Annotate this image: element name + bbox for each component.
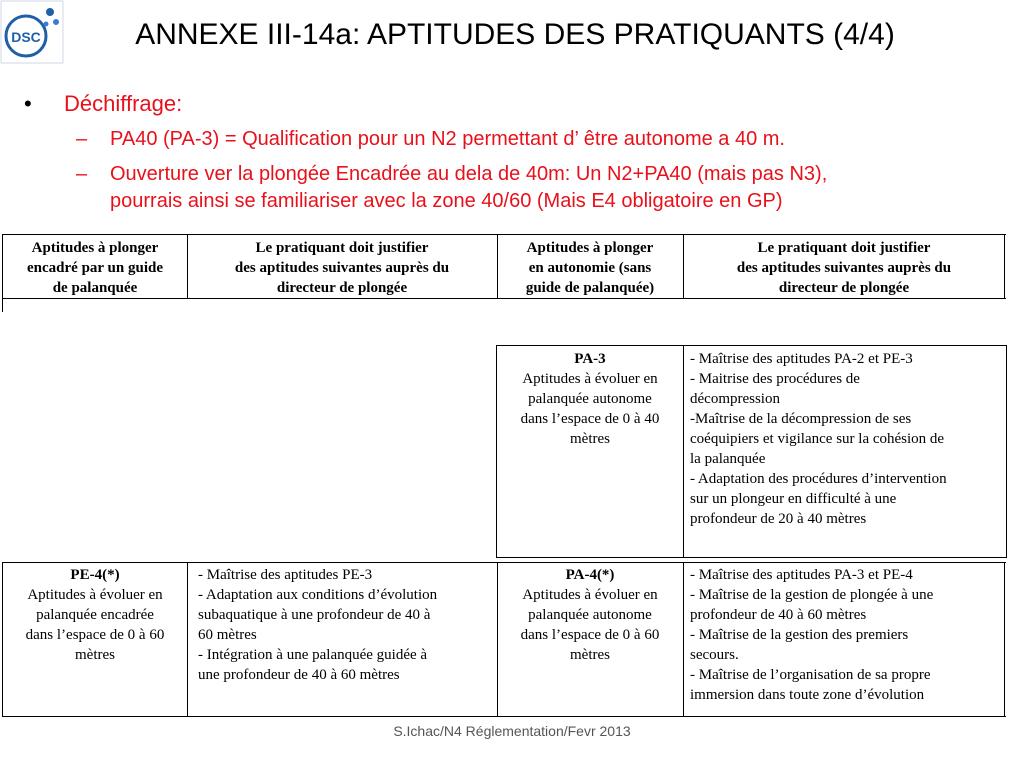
header-cell-justifier-1: Le pratiquant doit justifier des aptitudes suivantes auprès du directeur de plongée [234,240,450,296]
dash-icon: – [76,163,88,185]
dash-icon: – [76,128,88,150]
logo-text: DSC [11,29,41,45]
pa4-skills-cell: - Maîtrise des aptitudes PA-3 et PE-4 - Maîtrise de la gestion de plongée à une profondeur de 40 à 60 mètres - Maîtrise de la gestion des premiers secours. - Maîtrise de l’organisation de sa propre immersion dans toute zone d’évolution [690,567,934,703]
pa3-desc-cell: PA-3 Aptitudes à évoluer en palanquée autonome dans l’espace de 0 à 40 mètres [498,349,682,449]
pa4-name: PA-4(*) [565,567,615,583]
footer-text: S.Ichac/N4 Réglementation/Fevr 2013 [393,723,631,739]
slide-title: ANNEXE III-14a: APTITUDES DES PRATIQUANTS (4/4) [135,18,895,51]
bullet-dot-icon: • [24,91,32,116]
pa3-name: PA-3 [574,351,606,367]
pa3-skills-cell: - Maîtrise des aptitudes PA-2 et PE-3 - Maitrise des procédures de décompression -Maîtrise de la décompression de ses coéquipiers et vigilance sur la cohésion de la palanquée - Adaptation des procédures d’intervention sur un plongeur en difficulté à une profondeur de 20 à 40 mètres [690,351,947,527]
pe4-skills-cell: - Maîtrise des aptitudes PE-3 - Adaptation aux conditions d’évolution subaquatique à une profondeur de 40 à 60 mètres - Intégration à une palanquée guidée à une profondeur de 40 à 60 mètres [198,567,438,683]
bullet-sub-2 [24,161,984,215]
bottom-table [0,560,1008,720]
header-cell-justifier-2: Le pratiquant doit justifier des aptitudes suivantes auprès du directeur de plongée [736,240,952,296]
logo [0,0,64,64]
header-cell-autonomie: Aptitudes à plonger en autonomie (sans guide de palanquée) [525,240,655,296]
bullet-main-text: Déchiffrage: [64,91,183,116]
pe4-desc-cell: PE-4(*) Aptitudes à évoluer en palanquée encadrée dans l’espace de 0 à 60 mètres [4,565,186,665]
bullet-sub-2-line2: pourrais ainsi se familiariser avec la zone 40/60 (Mais E4 obligatoire en GP) [110,190,783,212]
pa3-table [496,345,1008,559]
header-table [0,232,1008,300]
bullet-list [24,90,984,215]
header-cell-encadre: Aptitudes à plonger encadré par un guide de palanquée [27,240,163,296]
bullet-sub-1-text: PA40 (PA-3) = Qualification pour un N2 permettant d’ être autonome a 40 m. [110,128,785,150]
bullet-sub-1 [24,126,984,153]
bullet-main [24,90,984,118]
bullet-sub-2-line1: Ouverture ver la plongée Encadrée au dela de 40m: Un N2+PA40 (mais pas N3), [110,163,828,185]
pa4-desc-cell: PA-4(*) Aptitudes à évoluer en palanquée autonome dans l’espace de 0 à 60 mètres [498,565,682,665]
pe4-name: PE-4(*) [70,567,120,583]
